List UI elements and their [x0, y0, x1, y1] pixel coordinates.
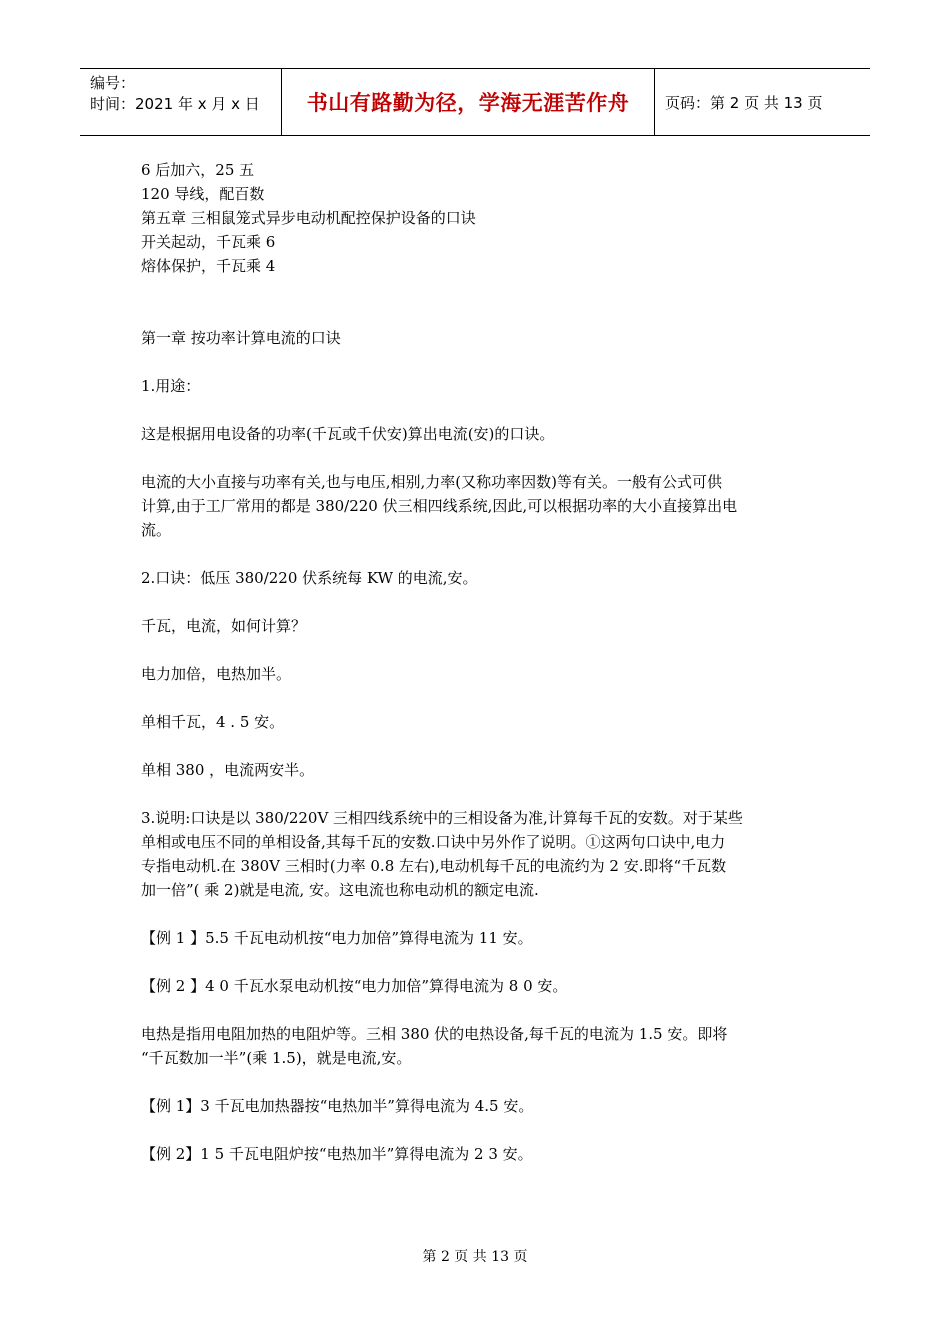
paragraph: 这是根据用电设备的功率(千瓦或千伏安)算出电流(安)的口诀。	[141, 425, 555, 443]
paragraph-line: 专指电动机.在 380V 三相时(力率 0.8 左右),电动机每千瓦的电流约为 2 安.即将“千瓦数	[141, 857, 727, 875]
text-line: 开关起动，千瓦乘 6	[141, 233, 276, 251]
header-page-info: 页码：第 2 页 共 13 页	[665, 93, 823, 112]
page-footer: 第 2 页 共 13 页	[422, 1249, 528, 1265]
paragraph-line: 3.说明:口诀是以 380/220V 三相四线系统中的三相设备为准,计算每千瓦的安数。对于某些	[141, 809, 743, 827]
paragraph-line: 单相或电压不同的单相设备,其每千瓦的安数.口诀中另外作了说明。①这两句口诀中,电力	[141, 833, 726, 851]
paragraph: 2.口诀：低压 380/220 伏系统每 KW 的电流,安。	[141, 569, 478, 587]
text-line: 第五章 三相鼠笼式异步电动机配控保护设备的口诀	[141, 209, 476, 227]
paragraph: 单相 380 ，电流两安半。	[141, 761, 315, 779]
example: 【例 1】3 千瓦电加热器按“电热加半”算得电流为 4.5 安。	[141, 1097, 534, 1115]
time-label: 时间：2021 年 x 月 x 日	[90, 95, 260, 113]
example: 【例 1 】5.5 千瓦电动机按“电力加倍”算得电流为 11 安。	[141, 929, 533, 947]
page-header	[80, 68, 870, 136]
example: 【例 2】1 5 千瓦电阻炉按“电热加半”算得电流为 2 3 安。	[141, 1145, 533, 1163]
paragraph: 千瓦，电流，如何计算？	[141, 617, 307, 635]
code-label: 编号：	[90, 74, 136, 92]
text-line: 6 后加六，25 五	[141, 161, 255, 179]
chapter-title: 第一章 按功率计算电流的口诀	[141, 329, 341, 347]
text-line: 120 导线，配百数	[141, 185, 265, 203]
example: 【例 2 】4 0 千瓦水泵电动机按“电力加倍”算得电流为 8 0 安。	[141, 977, 568, 995]
header-motto: 书山有路勤为径，学海无涯苦作舟	[282, 69, 655, 135]
paragraph-line: 电流的大小直接与功率有关,也与电压,相别,力率(又称功率因数)等有关。一般有公式可供	[141, 473, 723, 491]
paragraph-line: 加一倍”( 乘 2)就是电流, 安。这电流也称电动机的额定电流.	[141, 881, 539, 899]
paragraph: 单相千瓦，4 . 5 安。	[141, 713, 285, 731]
document-body	[141, 158, 813, 1166]
paragraph-line: “千瓦数加一半”(乘 1.5)，就是电流,安。	[141, 1049, 412, 1067]
paragraph-line: 计算,由于工厂常用的都是 380/220 伏三相四线系统,因此,可以根据功率的大小直接算出电	[141, 497, 738, 515]
paragraph: 电力加倍，电热加半。	[141, 665, 292, 683]
paragraph-line: 流。	[141, 521, 172, 539]
header-meta	[80, 69, 282, 135]
paragraph-line: 电热是指用电阻加热的电阻炉等。三相 380 伏的电热设备,每千瓦的电流为 1.5 安。即将	[141, 1025, 728, 1043]
paragraph: 1.用途：	[141, 377, 201, 395]
text-line: 熔体保护，千瓦乘 4	[141, 257, 276, 275]
